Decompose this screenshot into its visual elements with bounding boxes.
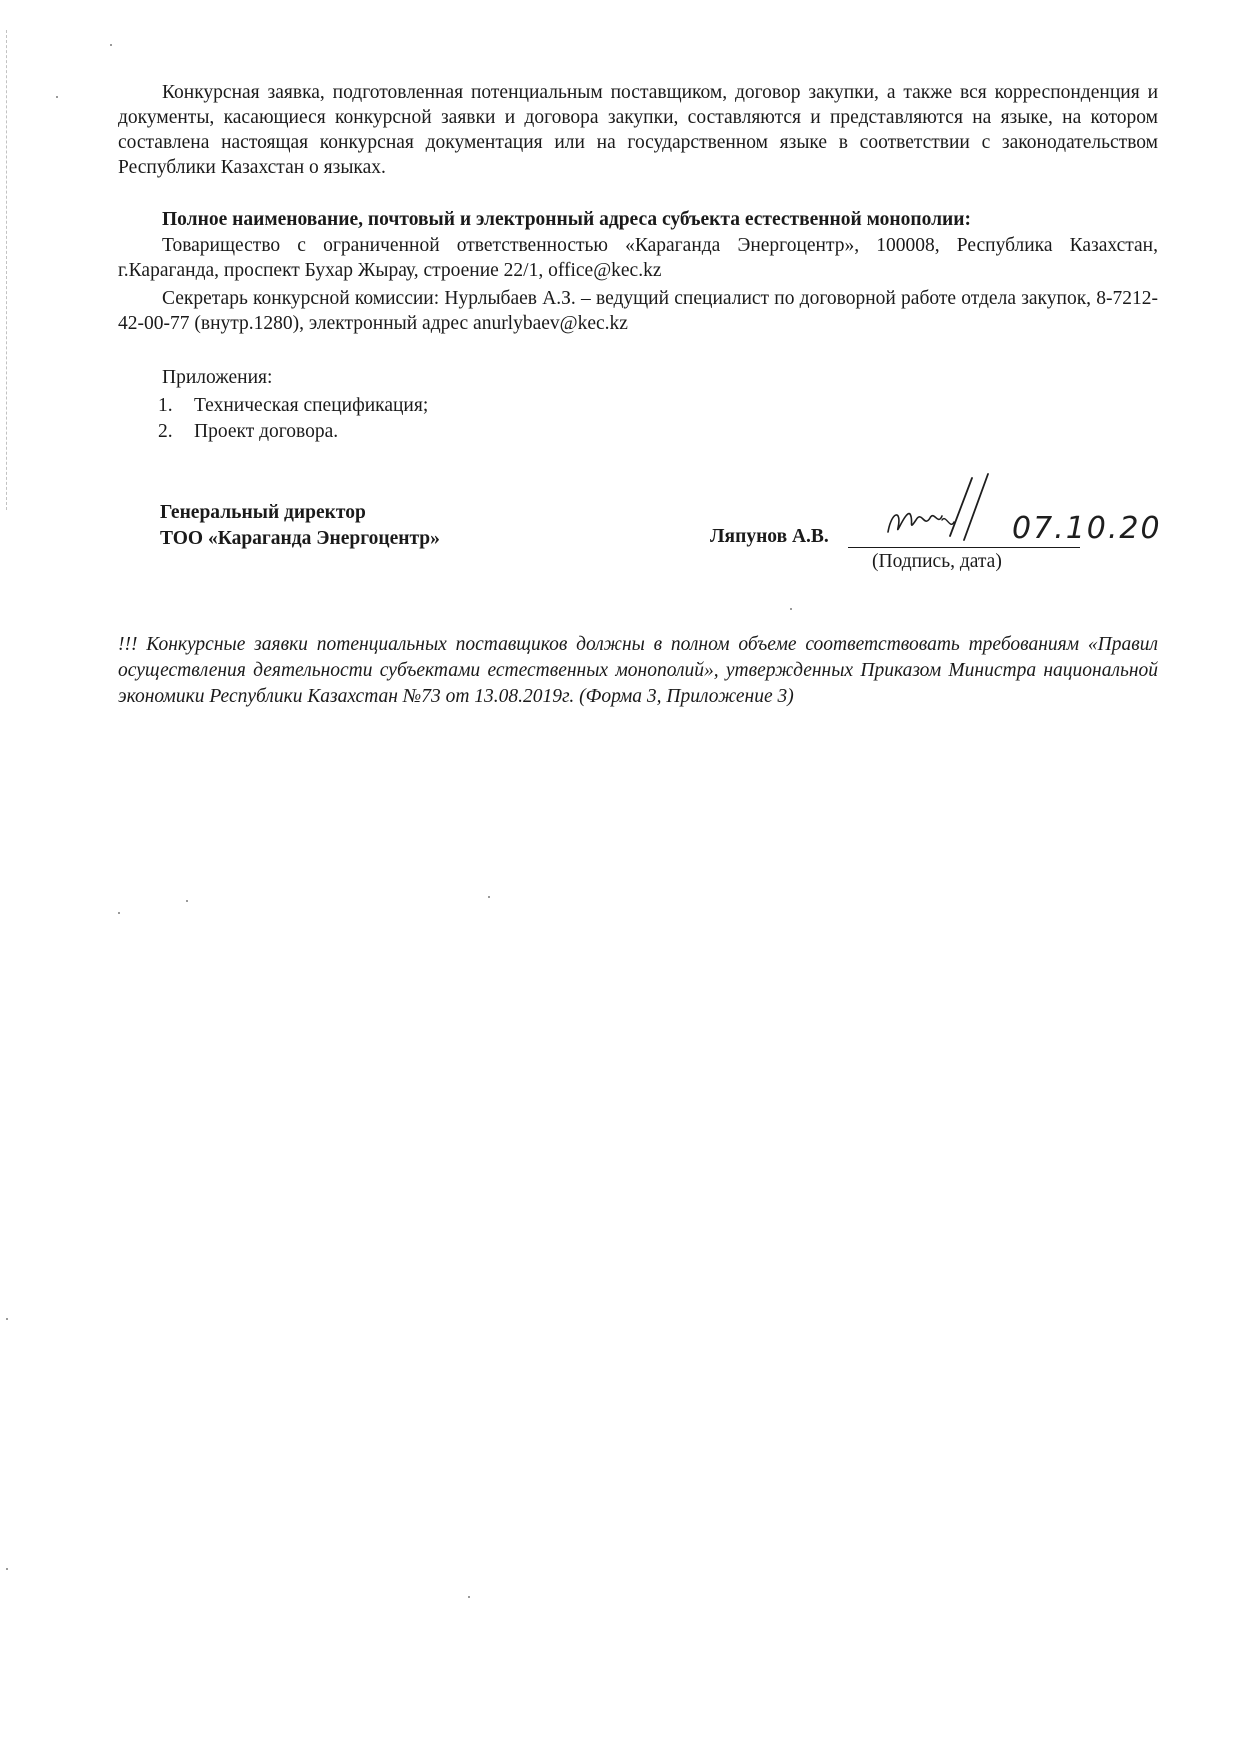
monopoly-heading: Полное наименование, почтовый и электронный адреса субъекта естественной монополии: bbox=[162, 209, 971, 230]
signer-position: Генеральный директор bbox=[160, 502, 366, 523]
paragraph-language: Конкурсная заявка, подготовленная потенциальным поставщиком, договор закупки, а также вся корреспонденция и документы, касающиеся конкурсной заявки и договора закупки, составляются и представляются на языке, на котором составлена настоящая конкурсная документация или на государственном языке в соответствии с законодательством Республики Казахстан о языках. bbox=[118, 82, 1158, 178]
requirements-note: !!! Конкурсные заявки потенциальных поставщиков должны в полном объеме соответствовать требованиям «Правил осуществления деятельности субъектами естественных монополий», утвержденных Приказом Министра национальной экономики Республики Казахстан №73 от 13.08.2019г. (Форма 3, Приложение 3) bbox=[118, 634, 1158, 707]
scan-speck bbox=[110, 44, 112, 46]
scan-speck bbox=[6, 1568, 8, 1570]
signer-company: ТОО «Караганда Энергоцентр» bbox=[160, 528, 440, 549]
scan-speck bbox=[488, 896, 490, 898]
annex-label: Проект договора. bbox=[194, 421, 339, 442]
scan-speck bbox=[6, 1318, 8, 1320]
scan-edge-mark bbox=[6, 30, 8, 510]
annex-label: Техническая спецификация; bbox=[194, 395, 429, 416]
handwritten-signature bbox=[880, 470, 1000, 555]
signer-name: Ляпунов А.В. bbox=[710, 526, 829, 547]
annex-number: 2. bbox=[158, 421, 173, 442]
commission-secretary: Секретарь конкурсной комиссии: Нурлыбаев А.З. – ведущий специалист по договорной работе отдела закупок, 8-7212-42-00-77 (внутр.1280), электронный адрес anurlybaev@kec.kz bbox=[118, 288, 1158, 334]
signature-line bbox=[848, 547, 1080, 548]
scan-speck bbox=[56, 96, 58, 98]
signature-caption: (Подпись, дата) bbox=[872, 551, 1002, 572]
scan-speck bbox=[118, 912, 120, 914]
annex-item bbox=[158, 393, 428, 419]
signer-title bbox=[160, 500, 440, 552]
annex-title: Приложения: bbox=[162, 367, 273, 388]
annex-number: 1. bbox=[158, 395, 173, 416]
annex-list bbox=[158, 393, 428, 445]
signature-date: 07.10.20 bbox=[1012, 511, 1162, 546]
annex-item bbox=[158, 419, 428, 445]
scan-speck bbox=[790, 608, 792, 610]
scan-speck bbox=[468, 1596, 470, 1598]
monopoly-address: Товарищество с ограниченной ответственностью «Караганда Энергоцентр», 100008, Республика Казахстан, г.Караганда, проспект Бухар Жырау, строение 22/1, office@kec.kz bbox=[118, 235, 1158, 281]
scan-speck bbox=[186, 900, 188, 902]
